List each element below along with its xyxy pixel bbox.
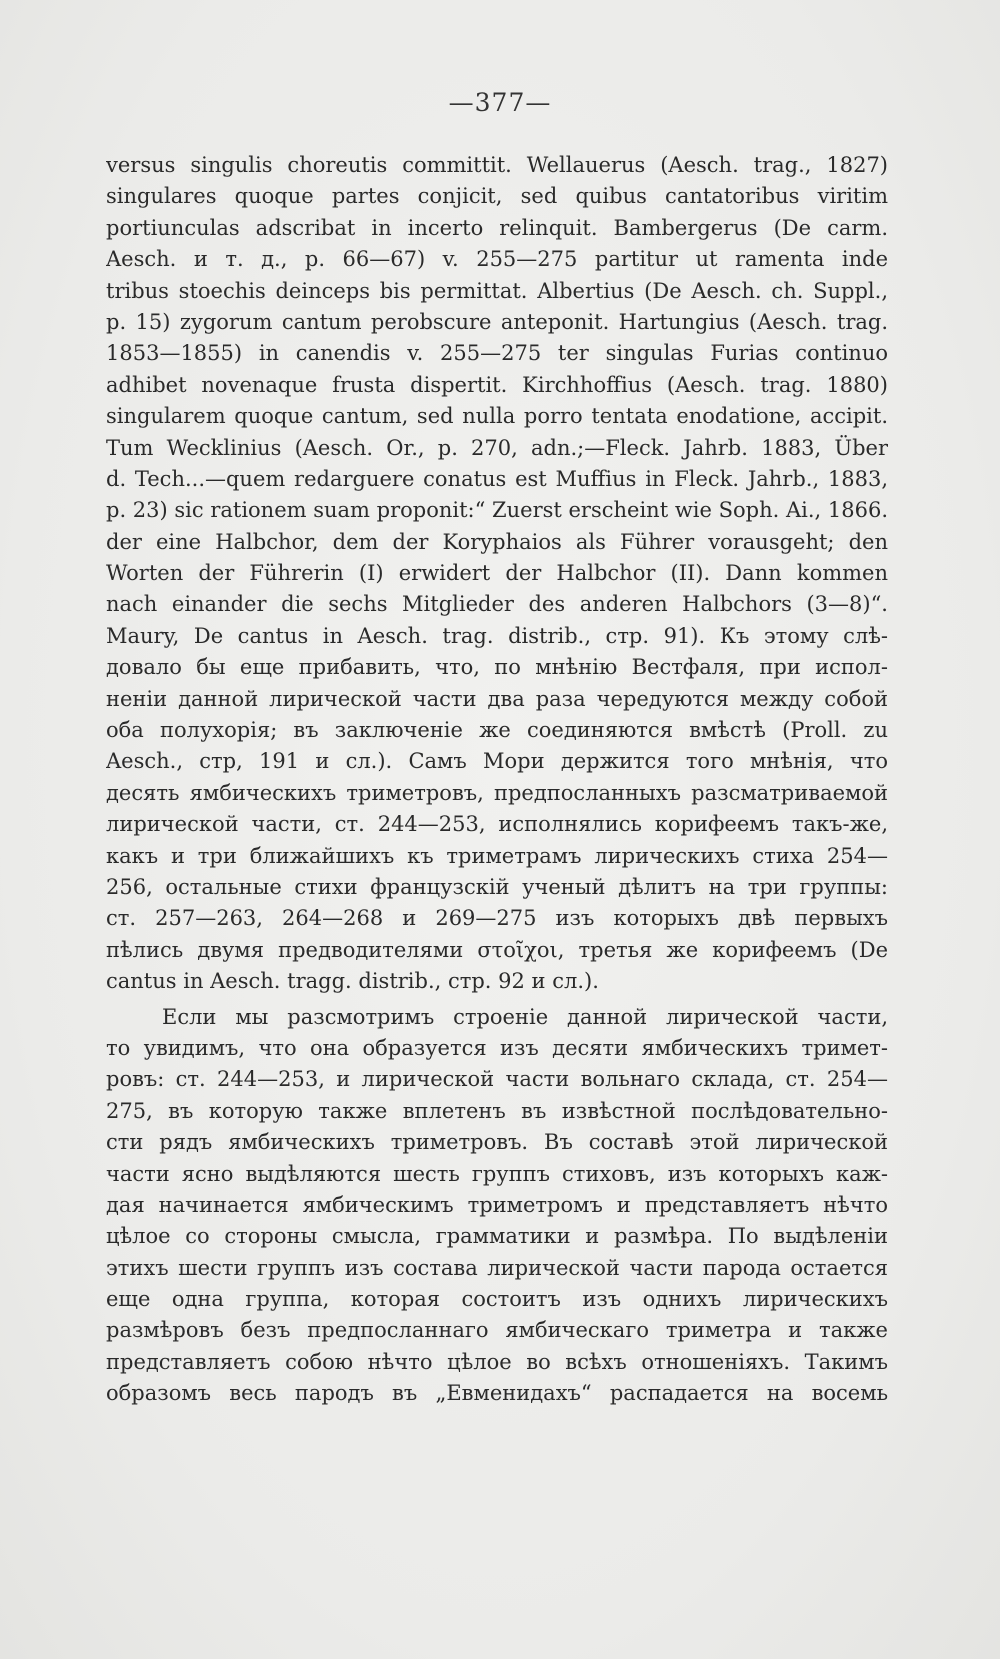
text-line: singularem quoque cantum, sed nulla porro tentata enodatione, accipit. — [106, 404, 888, 429]
text-line: десять ямбическихъ триметровъ, предпосланныхъ разсматриваемой — [106, 780, 888, 805]
text-line: оба полухорія; въ заключеніе же соединяются вмѣстѣ (Proll. zu — [106, 718, 888, 743]
text-line: tribus stoechis deinceps bis permittat. Albertius (De Aesch. ch. Suppl., — [106, 278, 888, 303]
text-line: Aesch. и т. д., p. 66—67) v. 255—275 partitur ut ramenta inde — [106, 247, 888, 272]
paragraph-1 — [106, 150, 888, 998]
text-line: дая начинается ямбическимъ триметромъ и представляетъ нѣчто — [106, 1192, 888, 1217]
text-line: образомъ весь пародъ въ „Евменидахъ“ распадается на восемь — [106, 1381, 888, 1406]
text-line: portiunculas adscribat in incerto relinquit. Bambergerus (De carm. — [106, 215, 888, 240]
text-line: Maury, De cantus in Aesch. trag. distrib., стр. 91). Къ этому слѣ- — [106, 623, 888, 648]
text-line: пѣлись двумя предводителями στοῖχοι, третья же корифеемъ (De — [106, 937, 888, 962]
text-line: p. 15) zygorum cantum perobscure anteponit. Hartungius (Aesch. trag. — [106, 309, 888, 334]
text-line: 275, въ которую также вплетенъ въ извѣстной послѣдовательно- — [106, 1098, 888, 1123]
page-number: —377— — [448, 88, 552, 117]
text-line: Worten der Führerin (I) erwidert der Halbchor (II). Dann kommen — [106, 561, 888, 586]
text-line: Aesch., стр, 191 и сл.). Самъ Мори держится того мнѣнія, что — [106, 749, 888, 774]
text-line: части ясно выдѣляются шесть группъ стиховъ, изъ которыхъ каж- — [106, 1161, 888, 1186]
text-line: 256, остальные стихи французскій ученый дѣлитъ на три группы: — [106, 874, 888, 899]
text-line: еще одна группа, которая состоитъ изъ однихъ лирическихъ — [106, 1287, 888, 1312]
text-line: ст. 257—263, 264—268 и 269—275 изъ которыхъ двѣ первыхъ — [106, 906, 888, 931]
text-line: nach einander die sechs Mitglieder des anderen Halbchors (3—8)“. — [106, 592, 888, 617]
text-line: лирической части, ст. 244—253, исполнялись корифеемъ такъ-же, — [106, 812, 888, 837]
text-line: cantus in Aesch. tragg. distrib., стр. 92 и сл.). — [106, 969, 599, 994]
text-line: der eine Halbchor, dem der Koryphaios als Führer vorausgeht; den — [106, 529, 888, 554]
text-line: этихъ шести группъ изъ состава лирической части парода остается — [106, 1255, 888, 1280]
text-line: versus singulis choreutis committit. Wellauerus (Aesch. trag., 1827) — [106, 153, 888, 177]
text-line: неніи данной лирической части два раза чередуются между собой — [106, 686, 888, 711]
text-line: сти рядъ ямбическихъ триметровъ. Въ составѣ этой лирической — [106, 1130, 888, 1155]
text-line: размѣровъ безъ предпосланнаго ямбическаго триметра и также — [106, 1318, 888, 1343]
text-line: Если мы разсмотримъ строеніе данной лирической части, — [162, 1004, 888, 1029]
body-text — [106, 150, 888, 1410]
text-line: то увидимъ, что она образуется изъ десяти ямбическихъ тримет- — [106, 1035, 888, 1060]
text-line: adhibet novenaque frusta dispertit. Kirchhoffius (Aesch. trag. 1880) — [106, 372, 888, 397]
text-line: p. 23) sic rationem suam proponit:“ Zuerst erscheint wie Soph. Ai., 1866. — [106, 498, 888, 523]
text-line: 1853—1855) in canendis v. 255—275 ter singulas Furias continuo — [106, 341, 888, 366]
text-line: довало бы еще прибавить, что, по мнѣнію Вестфаля, при испол- — [106, 655, 888, 680]
text-line: d. Tech...—quem redarguere conatus est Muffius in Fleck. Jahrb., 1883, — [106, 466, 888, 491]
text-line: какъ и три ближайшихъ къ триметрамъ лирическихъ стиха 254— — [106, 843, 888, 868]
text-line: singulares quoque partes conjicit, sed quibus cantatoribus viritim — [106, 184, 888, 209]
text-line: представляетъ собою нѣчто цѣлое во всѣхъ отношеніяхъ. Такимъ — [106, 1349, 888, 1374]
text-line: ровъ: ст. 244—253, и лирической части вольнаго склада, ст. 254— — [106, 1067, 888, 1092]
text-line: Tum Wecklinius (Aesch. Or., p. 270, adn.;—Fleck. Jahrb. 1883, Über — [106, 435, 888, 460]
paragraph-2 — [106, 1002, 888, 1410]
text-line: цѣлое со стороны смысла, грамматики и размѣра. По выдѣленіи — [106, 1224, 888, 1249]
